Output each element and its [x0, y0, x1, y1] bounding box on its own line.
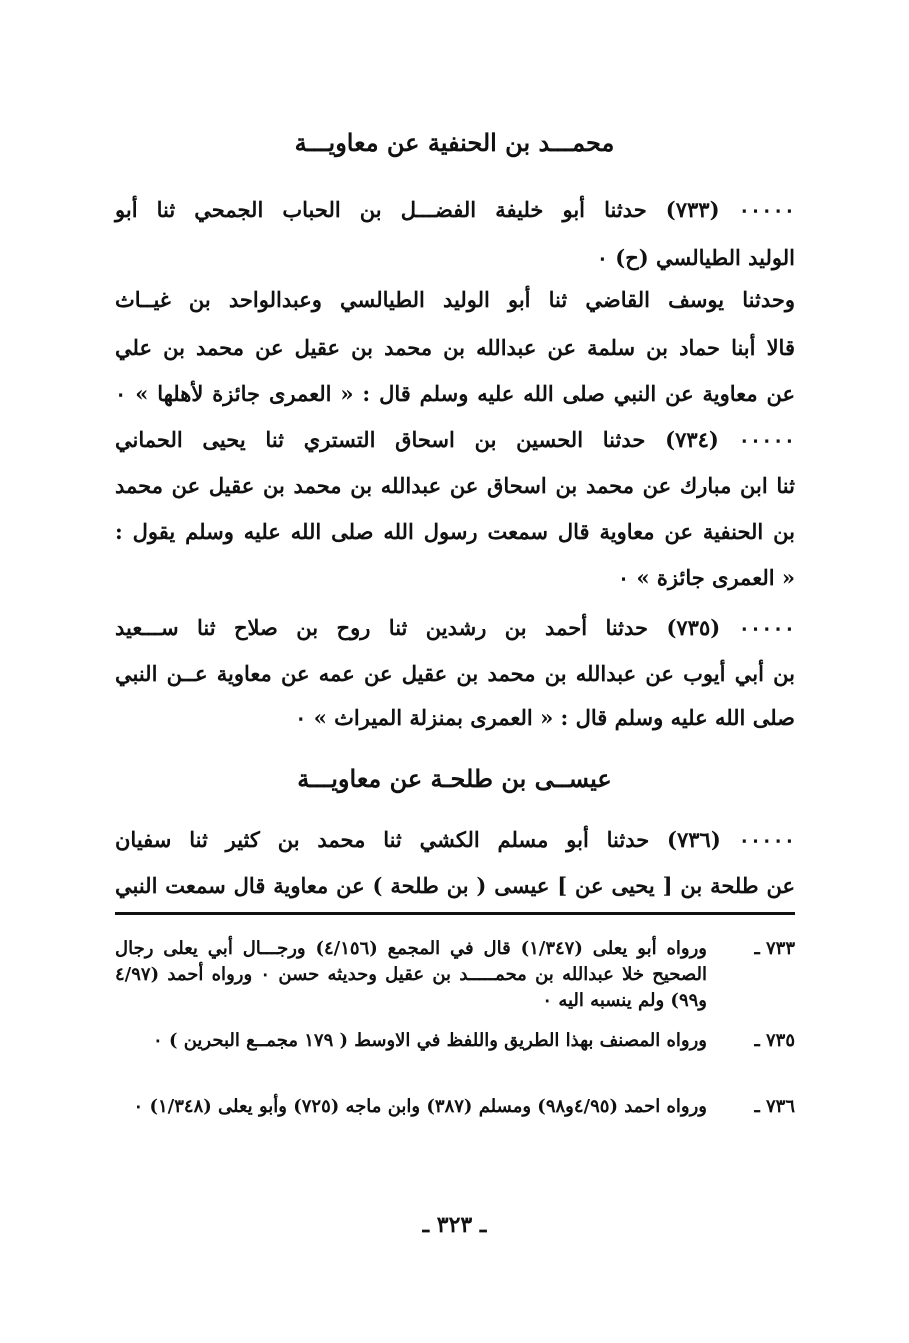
footnote-number: ٧٣٥ ـ: [754, 1030, 795, 1051]
page-number: ـ ٣٢٣ ـ: [422, 1212, 487, 1238]
text-line: ٠٠٠٠٠ (٧٣٥) حدثنا أحمد بن رشدين ثنا روح بن صلاح ثنا ســـعيد: [115, 615, 795, 640]
text-line: ٠٠٠٠٠ (٧٣٦) حدثنا أبو مسلم الكشي ثنا محمد بن كثير ثنا سفيان: [115, 827, 796, 852]
section-title-isa-ibn-talha: عيســى بن طلحـة عن معاويـــة: [297, 764, 612, 793]
text-line: عن معاوية عن النبي صلى الله عليه وسلم قال : « العمرى جائزة لأهلها » ٠: [115, 381, 795, 406]
text-line: ٠٠٠٠٠ (٧٣٣) حدثنا أبو خليفة الفضـــل بن الحباب الجمحي ثنا أبو: [115, 197, 796, 222]
footnote-number: ٧٣٣ ـ: [754, 938, 795, 959]
footnote-separator: [115, 912, 795, 915]
text-line: صلى الله عليه وسلم قال : « العمرى بمنزلة الميراث » ٠: [295, 705, 795, 730]
footnote: [115, 1094, 795, 1120]
footnote-text: ورواه احمد (٤/٩٥و٩٨) ومسلم (٣٨٧) وابن ماجه (٧٢٥) وأبو يعلى (١/٣٤٨) ٠: [133, 1096, 707, 1117]
text-line: بن الحنفية عن معاوية قال سمعت رسول الله صلى الله عليه وسلم يقول :: [115, 519, 795, 544]
text-line: وحدثنا يوسف القاضي ثنا أبو الوليد الطيالسي وعبدالواحد بن غيــاث: [115, 287, 795, 312]
text-line: بن أبي أيوب عن عبدالله بن محمد بن عقيل عن عمه عن معاوية عــن النبي: [115, 661, 795, 686]
text-line: ثنا ابن مبارك عن محمد بن اسحاق عن عبدالله بن محمد بن عقيل عن محمد: [115, 473, 795, 498]
text-line: ٠٠٠٠٠ (٧٣٤) حدثنا الحسين بن اسحاق التستري ثنا يحيى الحماني: [115, 427, 796, 452]
footnote: [115, 936, 795, 1014]
footnote-text: ورواه أبو يعلى (١/٣٤٧) قال في المجمع (٤/١٥٦) ورجـــال أبي يعلى رجال الصحيح خلا عبدالله بن محمـــــد بن عقيل وحديثه حسن ٠ ورواه أحمد (٤/٩٧ و٩٩) ولم ينسبه اليه ٠: [115, 938, 707, 1011]
text-line: عن طلحة بن [ يحيى عن ] عيسى ( بن طلحة ) عن معاوية قال سمعت النبي: [115, 873, 795, 898]
footnote-text: ورواه المصنف بهذا الطريق واللفظ في الاوسط ( ١٧٩ مجمــع البحرين ) ٠: [153, 1030, 707, 1051]
footnote-number: ٧٣٦ ـ: [754, 1096, 795, 1117]
text-line: « العمرى جائزة » ٠: [617, 565, 795, 590]
text-line: قالا أبنا حماد بن سلمة عن عبدالله بن محمد بن عقيل عن محمد بن علي: [115, 335, 795, 360]
footnote: [115, 1028, 795, 1054]
text-line: الوليد الطيالسي (ح) ٠: [596, 245, 795, 270]
section-title-ibn-al-hanafiyya: محمـــد بن الحنفية عن معاويـــة: [294, 128, 615, 157]
